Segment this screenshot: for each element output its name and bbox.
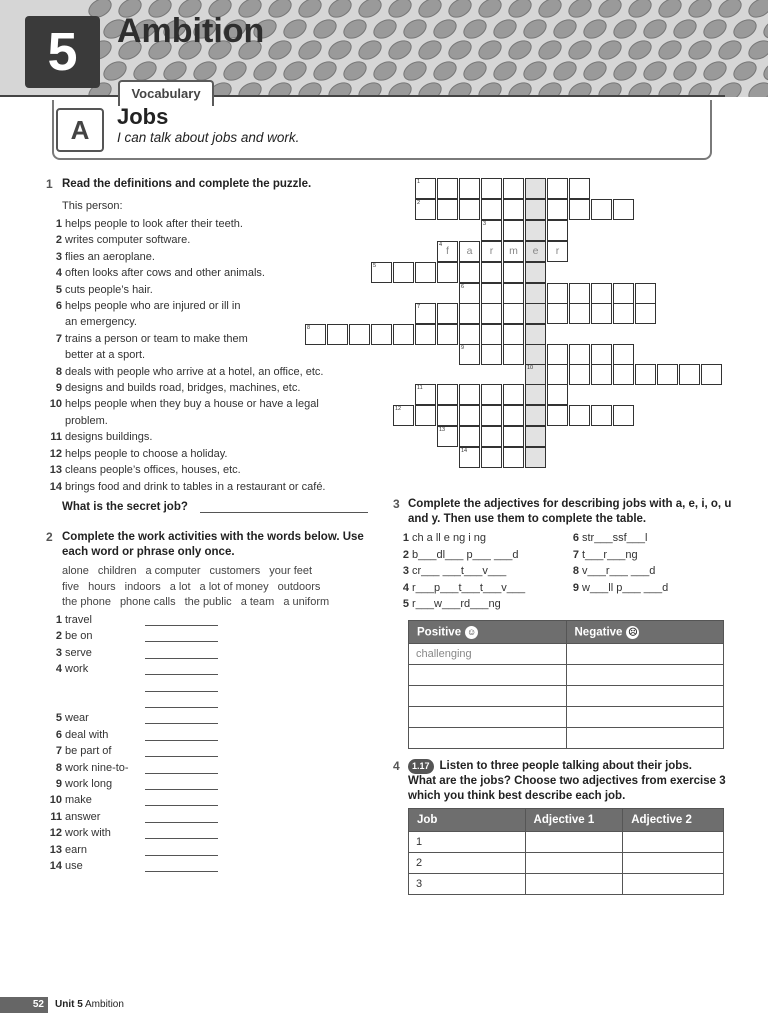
table-cell[interactable] [566, 707, 724, 728]
answer-line[interactable] [145, 838, 218, 839]
example-letter: e [532, 245, 539, 257]
clue-number: 1 [417, 179, 421, 185]
clue-item: 9 designs and builds road, bridges, machines, etc. [55, 382, 301, 395]
exercise-1-instruction: Read the definitions and complete the puzzle. [62, 178, 312, 190]
section-letter-badge: A [56, 108, 104, 152]
word-bank [62, 564, 382, 611]
table-cell[interactable] [525, 853, 623, 874]
answer-line[interactable] [145, 773, 218, 774]
clue-item: 8 deals with people who arrive at a hotel, an office, etc. [55, 365, 324, 378]
clue-item: problem. [65, 414, 108, 427]
crossword-cell[interactable] [525, 303, 546, 324]
crossword-cell[interactable] [481, 447, 502, 468]
exercise-2-instruction-line2: each word or phrase only once. [62, 546, 235, 558]
crossword-cell[interactable] [613, 303, 634, 324]
answer-line[interactable] [145, 625, 218, 626]
answer-line[interactable] [145, 723, 218, 724]
crossword-cell[interactable] [459, 447, 480, 468]
adjective-item: 1 ch a ll e ng i ng [402, 532, 486, 544]
secret-job-question: What is the secret job? [62, 501, 188, 513]
example-letter: r [555, 245, 560, 257]
table-cell[interactable]: challenging [409, 644, 567, 665]
crossword-cell[interactable] [635, 303, 656, 324]
crossword-cell[interactable] [635, 364, 656, 385]
smile-icon: ☺ [467, 626, 477, 637]
exercise-1-number: 1 [46, 177, 53, 191]
crossword-cell[interactable] [591, 344, 612, 365]
clue-item: 2 writes computer software. [55, 234, 191, 247]
job-header: Job [409, 809, 526, 832]
secret-job-answer-line[interactable] [200, 512, 368, 513]
work-activity-item: 14 use [49, 860, 83, 872]
adjective-item: 7 t___r___ng [572, 548, 638, 561]
clue-number: 12 [395, 406, 402, 412]
crossword-cell[interactable] [481, 220, 502, 241]
crossword-cell[interactable] [459, 178, 480, 199]
answer-line[interactable] [145, 756, 218, 757]
audio-track-badge[interactable]: 1.17 [408, 759, 434, 774]
table-row [409, 665, 724, 686]
exercise-4-instruction-line2: What are the jobs? Choose two adjectives from exercise 3 [408, 775, 726, 787]
crossword-cell[interactable] [393, 262, 414, 283]
crossword-cell[interactable] [569, 199, 590, 220]
word-bank-item: outdoors [277, 580, 321, 593]
crossword-cell[interactable] [503, 283, 524, 304]
clue-number: 13 [439, 427, 446, 433]
crossword-cell[interactable] [481, 426, 502, 447]
crossword-cell[interactable] [547, 241, 568, 262]
example-letter: f [446, 245, 449, 257]
answer-line[interactable] [145, 871, 218, 872]
work-activity-item: 5 wear [55, 712, 89, 725]
crossword-cell[interactable] [569, 405, 590, 426]
crossword-cell[interactable] [415, 262, 436, 283]
crossword-cell[interactable] [503, 303, 524, 324]
crossword-cell[interactable] [591, 364, 612, 385]
footer-unit-label: Unit 5 Ambition [55, 999, 124, 1010]
table-cell: 1 [409, 832, 526, 853]
crossword-cell[interactable] [525, 384, 546, 405]
work-activity-item: 10 make [49, 794, 92, 807]
crossword-cell[interactable] [569, 303, 590, 324]
crossword-cell[interactable] [547, 178, 568, 199]
crossword-cell[interactable] [547, 364, 568, 385]
crossword-cell[interactable] [503, 262, 524, 283]
crossword-cell[interactable] [503, 220, 524, 241]
clue-item: 11 designs buildings. [50, 431, 153, 444]
crossword-cell[interactable] [525, 178, 546, 199]
page-number: 52 [0, 997, 48, 1013]
clue-item: 7 trains a person or team to make them [55, 332, 248, 345]
clue-number: 5 [373, 263, 377, 269]
positive-negative-table [408, 620, 724, 749]
crossword-cell[interactable] [437, 324, 458, 345]
crossword-cell[interactable] [437, 384, 458, 405]
example-letter: a [466, 245, 473, 257]
crossword-cell[interactable] [701, 364, 722, 385]
crossword-cell[interactable] [547, 384, 568, 405]
crossword-cell[interactable] [613, 283, 634, 304]
crossword-cell[interactable] [437, 405, 458, 426]
word-bank-item: a team [240, 596, 275, 608]
exercise-3-instruction-line2: and y. Then use them to complete the table. [408, 513, 647, 525]
crossword-cell[interactable] [459, 262, 480, 283]
word-bank-item: children [97, 565, 137, 577]
table-cell[interactable] [409, 686, 567, 707]
crossword-cell[interactable] [679, 364, 700, 385]
crossword-cell[interactable] [591, 405, 612, 426]
crossword-cell[interactable] [525, 283, 546, 304]
crossword-cell[interactable] [437, 178, 458, 199]
crossword-cell[interactable] [503, 384, 524, 405]
unit-number-badge: 5 [25, 16, 100, 88]
answer-line[interactable] [145, 674, 218, 675]
clue-number: 6 [461, 284, 465, 290]
adjective-item: 4 r___p___t___t___v___ [402, 581, 526, 594]
table-cell[interactable] [525, 874, 623, 895]
clue-item: 5 cuts people’s hair. [55, 283, 153, 296]
crossword-cell[interactable] [393, 405, 414, 426]
crossword-cell[interactable] [525, 241, 546, 262]
crossword-cell[interactable] [459, 405, 480, 426]
crossword-cell[interactable] [525, 344, 546, 365]
crossword-cell[interactable] [437, 426, 458, 447]
adjective-list-left [395, 530, 565, 613]
exercise-2-instruction-line1: Complete the work activities with the words below. Use [62, 531, 364, 543]
negative-header: Negative ☹ [566, 621, 724, 644]
crossword-cell[interactable] [481, 344, 502, 365]
clue-number: 9 [461, 345, 465, 351]
word-bank-row [62, 580, 382, 596]
word-bank-item: a computer [145, 565, 201, 577]
word-bank-item: the public [184, 596, 232, 608]
adjective-item: 6 str___ssf___l [572, 532, 648, 544]
crossword-cell[interactable] [415, 405, 436, 426]
table-cell[interactable] [525, 832, 623, 853]
answer-line[interactable] [145, 707, 218, 708]
crossword-cell[interactable] [481, 324, 502, 345]
table-row [409, 853, 724, 874]
crossword-cell[interactable] [415, 303, 436, 324]
word-bank-item: a uniform [283, 596, 330, 608]
table-cell[interactable] [566, 665, 724, 686]
clue-item: better at a sport. [65, 349, 146, 362]
crossword-cell[interactable] [503, 241, 524, 262]
crossword-cell[interactable] [635, 283, 656, 304]
adjective-item: 5 r___w___rd___ng [402, 598, 501, 611]
word-bank-item: alone [62, 565, 89, 577]
adjective-item: 8 v___r___ ___d [572, 565, 656, 578]
crossword-cell[interactable] [459, 283, 480, 304]
exercise-4-number: 4 [393, 759, 400, 773]
crossword-cell[interactable] [415, 178, 436, 199]
word-bank-item: your feet [269, 565, 313, 577]
crossword-cell[interactable] [503, 426, 524, 447]
work-activity-item: 1 travel [55, 614, 92, 626]
clue-number: 3 [483, 221, 487, 227]
crossword-cell[interactable] [481, 283, 502, 304]
crossword-cell[interactable] [415, 384, 436, 405]
answer-line[interactable] [145, 822, 218, 823]
work-activity-item: 12 work with [49, 827, 111, 840]
crossword-cell[interactable] [613, 199, 634, 220]
word-bank-item: a lot of money [199, 580, 269, 593]
crossword-cell[interactable] [459, 199, 480, 220]
adjective-list-right [565, 530, 725, 596]
word-bank-item: a lot [169, 580, 191, 593]
answer-line[interactable] [145, 658, 218, 659]
crossword-cell[interactable] [525, 405, 546, 426]
crossword-cell[interactable] [481, 384, 502, 405]
crossword-cell[interactable] [393, 324, 414, 345]
clue-number: 2 [417, 200, 421, 206]
crossword-cell[interactable] [481, 262, 502, 283]
crossword-cell[interactable] [503, 324, 524, 345]
crossword-cell[interactable] [459, 384, 480, 405]
clue-number: 7 [417, 304, 421, 310]
crossword-cell[interactable] [415, 199, 436, 220]
crossword-cell[interactable] [371, 324, 392, 345]
clue-list [48, 216, 368, 495]
crossword-cell[interactable] [503, 178, 524, 199]
crossword-cell[interactable] [591, 303, 612, 324]
clue-number: 14 [461, 448, 468, 454]
word-bank-item: customers [209, 565, 261, 577]
crossword-cell[interactable] [591, 283, 612, 304]
table-cell[interactable] [623, 832, 724, 853]
answer-line[interactable] [145, 789, 218, 790]
crossword-cell[interactable] [459, 344, 480, 365]
crossword-cell[interactable] [459, 303, 480, 324]
word-bank-row [62, 595, 382, 611]
clue-item: 4 often looks after cows and other animals. [55, 267, 265, 280]
crossword-cell[interactable] [437, 262, 458, 283]
table-row [409, 686, 724, 707]
table-cell[interactable] [566, 686, 724, 707]
crossword-cell[interactable] [459, 426, 480, 447]
clue-number: 11 [417, 385, 423, 391]
word-bank-row [62, 564, 382, 580]
crossword-cell[interactable] [503, 405, 524, 426]
answer-line[interactable] [145, 855, 218, 856]
exercise-1-intro: This person: [62, 200, 123, 212]
table-cell[interactable] [623, 874, 724, 895]
frown-icon: ☹ [628, 626, 638, 637]
word-bank-item: the phone [62, 596, 111, 608]
clue-number: 10 [527, 365, 534, 371]
unit-title: Ambition [117, 12, 265, 50]
crossword-cell[interactable] [547, 283, 568, 304]
work-activity-item: 4 work [55, 663, 89, 676]
crossword-cell[interactable] [437, 241, 458, 262]
table-row [409, 832, 724, 853]
work-activity-item: 6 deal with [55, 728, 109, 741]
crossword-cell[interactable] [415, 324, 436, 345]
crossword-cell[interactable] [437, 303, 458, 324]
exercise-3-number: 3 [393, 497, 400, 511]
table-cell: 3 [409, 874, 526, 895]
clue-item: 13 cleans people’s offices, houses, etc. [49, 464, 241, 477]
table-cell[interactable] [623, 853, 724, 874]
table-cell[interactable] [566, 644, 724, 665]
crossword-cell[interactable] [547, 199, 568, 220]
positive-header: Positive ☺ [409, 621, 567, 644]
crossword-cell[interactable] [525, 324, 546, 345]
crossword-cell[interactable] [547, 405, 568, 426]
exercise-2-items [48, 612, 228, 882]
crossword-cell[interactable] [525, 447, 546, 468]
crossword-cell[interactable] [569, 283, 590, 304]
clue-item: 14 brings food and drink to tables in a restaurant or café. [49, 480, 326, 493]
crossword-cell[interactable] [547, 220, 568, 241]
clue-item: 12 helps people to choose a holiday. [49, 447, 228, 460]
answer-line[interactable] [145, 805, 218, 806]
crossword-cell[interactable] [525, 199, 546, 220]
crossword-cell[interactable] [657, 364, 678, 385]
adjective-item: 3 cr___ ___t___v___ [402, 565, 507, 578]
work-activity-item: 7 be part of [55, 745, 112, 758]
crossword-cell[interactable] [613, 344, 634, 365]
table-cell[interactable] [566, 728, 724, 749]
crossword-cell[interactable] [613, 364, 634, 385]
crossword-cell[interactable] [525, 426, 546, 447]
work-activity-item: 8 work nine-to- [55, 761, 129, 774]
table-row [409, 644, 724, 665]
clue-number: 4 [439, 242, 443, 248]
crossword-cell[interactable] [503, 447, 524, 468]
work-activity-item: 2 be on [55, 630, 93, 643]
table-cell[interactable] [409, 707, 567, 728]
crossword-cell[interactable] [591, 199, 612, 220]
adjective-1-header: Adjective 1 [525, 809, 623, 832]
crossword-cell[interactable] [437, 199, 458, 220]
clue-item: 3 flies an aeroplane. [55, 250, 155, 263]
work-activity-item: 3 serve [55, 646, 92, 659]
crossword-cell[interactable] [481, 241, 502, 262]
crossword-cell[interactable] [481, 199, 502, 220]
crossword-cell[interactable] [481, 178, 502, 199]
table-cell[interactable] [409, 728, 567, 749]
answer-line[interactable] [145, 740, 218, 741]
example-letter: m [509, 245, 518, 257]
crossword-cell[interactable] [481, 303, 502, 324]
work-activity-item: 11 answer [50, 810, 101, 823]
crossword-cell[interactable] [459, 324, 480, 345]
exercise-3-instruction-line1: Complete the adjectives for describing jobs with a, e, i, o, u [408, 498, 732, 510]
example-letter: r [489, 245, 494, 257]
adjective-item: 2 b___dl___ p___ ___d [402, 548, 519, 561]
crossword-cell[interactable] [459, 241, 480, 262]
exercise-4-instruction-line3: which you think best describe each job. [408, 790, 626, 802]
word-bank-item: phone calls [119, 596, 176, 608]
clue-item: 10 helps people when they buy a house or have a legal [49, 398, 319, 411]
work-activity-item: 13 earn [49, 843, 88, 856]
word-bank-item: indoors [124, 580, 161, 593]
work-activity-item: 9 work long [55, 778, 113, 790]
job-adjectives-table [408, 808, 724, 895]
crossword-cell[interactable] [525, 364, 546, 385]
answer-line[interactable] [145, 691, 218, 692]
crossword-cell[interactable] [503, 199, 524, 220]
clue-item: 1 helps people to look after their teeth. [55, 218, 243, 230]
table-row [409, 728, 724, 749]
table-row [409, 874, 724, 895]
table-cell: 2 [409, 853, 526, 874]
crossword-cell[interactable] [569, 178, 590, 199]
crossword-cell[interactable] [371, 262, 392, 283]
banner-pattern [0, 0, 768, 97]
crossword-cell[interactable] [613, 405, 634, 426]
word-bank-item: five [62, 580, 80, 593]
section-title: Jobs [117, 104, 169, 129]
crossword-cell[interactable] [503, 344, 524, 365]
crossword-cell[interactable] [525, 220, 546, 241]
table-cell[interactable] [409, 665, 567, 686]
clue-number: 8 [307, 325, 311, 331]
crossword-cell[interactable] [547, 303, 568, 324]
crossword-cell[interactable] [481, 405, 502, 426]
crossword-cell[interactable] [569, 364, 590, 385]
adjective-2-header: Adjective 2 [623, 809, 724, 832]
exercise-2-number: 2 [46, 530, 53, 544]
crossword-cell[interactable] [525, 262, 546, 283]
adjective-item: 9 w___ll p___ ___d [572, 581, 669, 594]
section-goal: I can talk about jobs and work. [117, 130, 300, 145]
clue-item: an emergency. [65, 316, 137, 329]
answer-line[interactable] [145, 641, 218, 642]
table-row [409, 707, 724, 728]
word-bank-item: hours [88, 580, 116, 593]
crossword-cell[interactable] [547, 344, 568, 365]
exercise-4-instruction-line1: 1.17 Listen to three people talking about their jobs. [408, 759, 692, 774]
crossword-cell[interactable] [569, 344, 590, 365]
vocabulary-tab: Vocabulary [118, 80, 214, 106]
header-banner [0, 0, 768, 97]
clue-item: 6 helps people who are injured or ill in [55, 300, 241, 313]
